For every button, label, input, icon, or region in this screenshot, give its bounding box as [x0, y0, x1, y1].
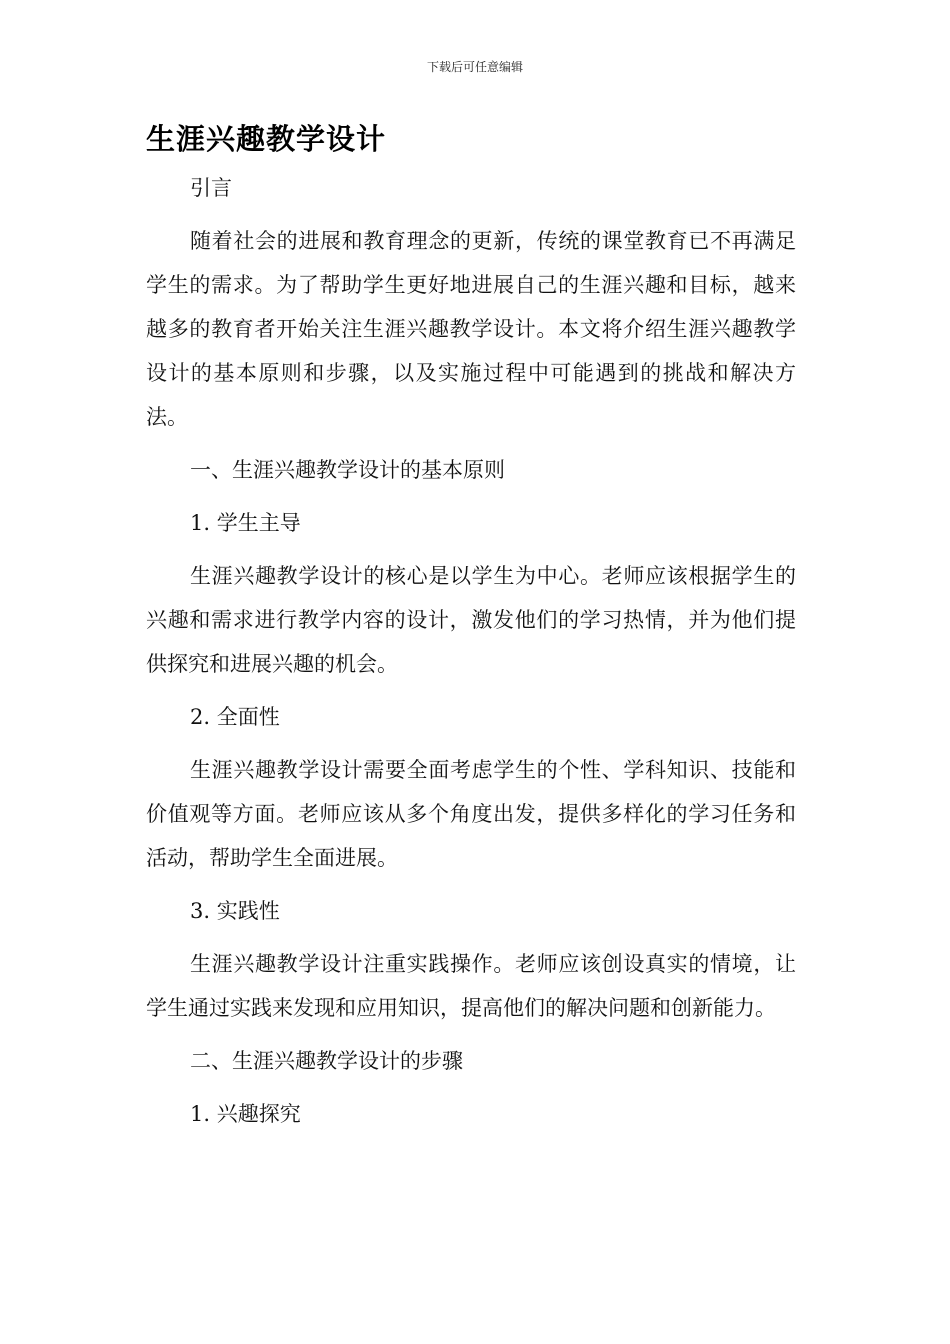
section-heading-principles: 一、生涯兴趣教学设计的基本原则 [190, 458, 505, 482]
paragraph-comprehensive: 生涯兴趣教学设计需要全面考虑学生的个性、学科知识、技能和价值观等方面。老师应该从多个角度出发，提供多样化的学习任务和活动，帮助学生全面进展。 [146, 758, 796, 870]
document-body [146, 166, 796, 1145]
section-heading-steps: 二、生涯兴趣教学设计的步骤 [190, 1049, 463, 1073]
section-heading-intro: 引言 [190, 176, 232, 200]
subheading-comprehensive: 2. 全面性 [190, 705, 280, 729]
paragraph-student-led: 生涯兴趣教学设计的核心是以学生为中心。老师应该根据学生的兴趣和需求进行教学内容的设计，激发他们的学习热情，并为他们提供探究和进展兴趣的机会。 [146, 564, 796, 676]
document-title: 生涯兴趣教学设计 [146, 122, 387, 156]
paragraph-intro: 随着社会的进展和教育理念的更新，传统的课堂教育已不再满足学生的需求。为了帮助学生更好地进展自己的生涯兴趣和目标，越来越多的教育者开始关注生涯兴趣教学设计。本文将介绍生涯兴趣教学设计的基本原则和步骤，以及实施过程中可能遇到的挑战和解决方法。 [146, 229, 796, 429]
paragraph-practical: 生涯兴趣教学设计注重实践操作。老师应该创设真实的情境，让学生通过实践来发现和应用知识，提高他们的解决问题和创新能力。 [146, 952, 796, 1020]
subheading-student-led: 1. 学生主导 [190, 511, 301, 535]
page-header-note: 下载后可任意编辑 [426, 60, 523, 74]
subheading-practical: 3. 实践性 [190, 899, 280, 923]
subheading-interest-exploration: 1. 兴趣探究 [190, 1102, 301, 1126]
